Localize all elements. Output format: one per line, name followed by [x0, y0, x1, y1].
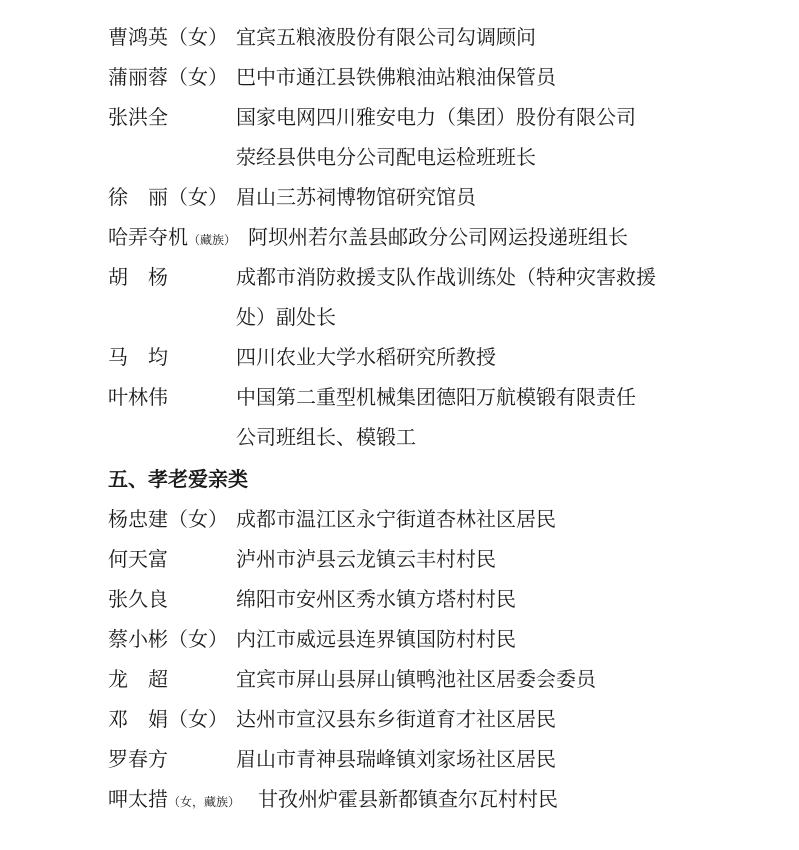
list-item	[0, 217, 799, 257]
person-name: 罗春方	[108, 747, 168, 771]
person-description: 眉山三苏祠博物馆研究馆员	[236, 185, 476, 209]
list-item	[0, 779, 799, 819]
person-description: 内江市威远县连界镇国防村村民	[236, 627, 516, 651]
person-description: 眉山市青神县瑞峰镇刘家场社区居民	[236, 747, 556, 771]
person-description: 达州市宣汉县东乡街道育才社区居民	[236, 707, 556, 731]
list-item	[0, 579, 799, 619]
person-name: 呷太措（女，藏族）	[108, 787, 241, 811]
person-description: 巴中市通江县铁佛粮油站粮油保管员	[236, 65, 556, 89]
person-description: 泸州市泸县云龙镇云丰村村民	[236, 547, 496, 571]
person-description: 四川农业大学水稻研究所教授	[236, 345, 496, 369]
person-description: 宜宾市屏山县屏山镇鸭池社区居委会委员	[236, 667, 596, 691]
person-name: 马 均	[108, 345, 168, 369]
person-description	[236, 97, 706, 177]
person-name: 杨忠建（女）	[108, 507, 228, 531]
description-line: 处）副处长	[236, 305, 336, 329]
list-item	[0, 257, 799, 337]
person-description: 宜宾五粮液股份有限公司勾调顾问	[236, 25, 536, 49]
person-name: 曹鸿英（女）	[108, 25, 228, 49]
list-item	[0, 699, 799, 739]
person-description: 甘孜州炉霍县新都镇查尔瓦村村民	[258, 787, 558, 811]
description-line: 中国第二重型机械集团德阳万航模锻有限责任	[236, 385, 636, 409]
person-name: 龙 超	[108, 667, 168, 691]
person-description: 绵阳市安州区秀水镇方塔村村民	[236, 587, 516, 611]
person-name: 蒲丽蓉（女）	[108, 65, 228, 89]
person-name: 张久良	[108, 587, 168, 611]
description-line: 成都市消防救援支队作战训练处（特种灾害救援	[236, 265, 656, 289]
person-description: 阿坝州若尔盖县邮政分公司网运投递班组长	[248, 225, 628, 249]
person-name: 张洪全	[108, 105, 168, 129]
person-name: 徐 丽（女）	[108, 185, 228, 209]
person-description: 成都市温江区永宁街道杏林社区居民	[236, 507, 556, 531]
description-line: 国家电网四川雅安电力（集团）股份有限公司	[236, 105, 636, 129]
person-name: 邓 娟（女）	[108, 707, 228, 731]
person-name: 蔡小彬（女）	[108, 627, 228, 651]
list-item	[0, 17, 799, 57]
person-name: 叶林伟	[108, 385, 168, 409]
description-line: 公司班组长、模锻工	[236, 425, 416, 449]
person-name: 胡 杨	[108, 265, 168, 289]
person-name: 哈弄夺机（藏族）	[108, 225, 237, 249]
list-item	[0, 659, 799, 699]
section-heading: 五、孝老爱亲类	[108, 467, 248, 491]
list-item	[0, 177, 799, 217]
list-item	[0, 97, 799, 177]
list-item	[0, 337, 799, 377]
person-description	[236, 377, 706, 457]
list-item	[0, 539, 799, 579]
description-line: 荥经县供电分公司配电运检班班长	[236, 145, 536, 169]
person-name: 何天富	[108, 547, 168, 571]
list-item	[0, 499, 799, 539]
list-item	[0, 57, 799, 97]
list-item	[0, 377, 799, 457]
list-item	[0, 619, 799, 659]
person-description	[236, 257, 706, 337]
list-item	[0, 739, 799, 779]
